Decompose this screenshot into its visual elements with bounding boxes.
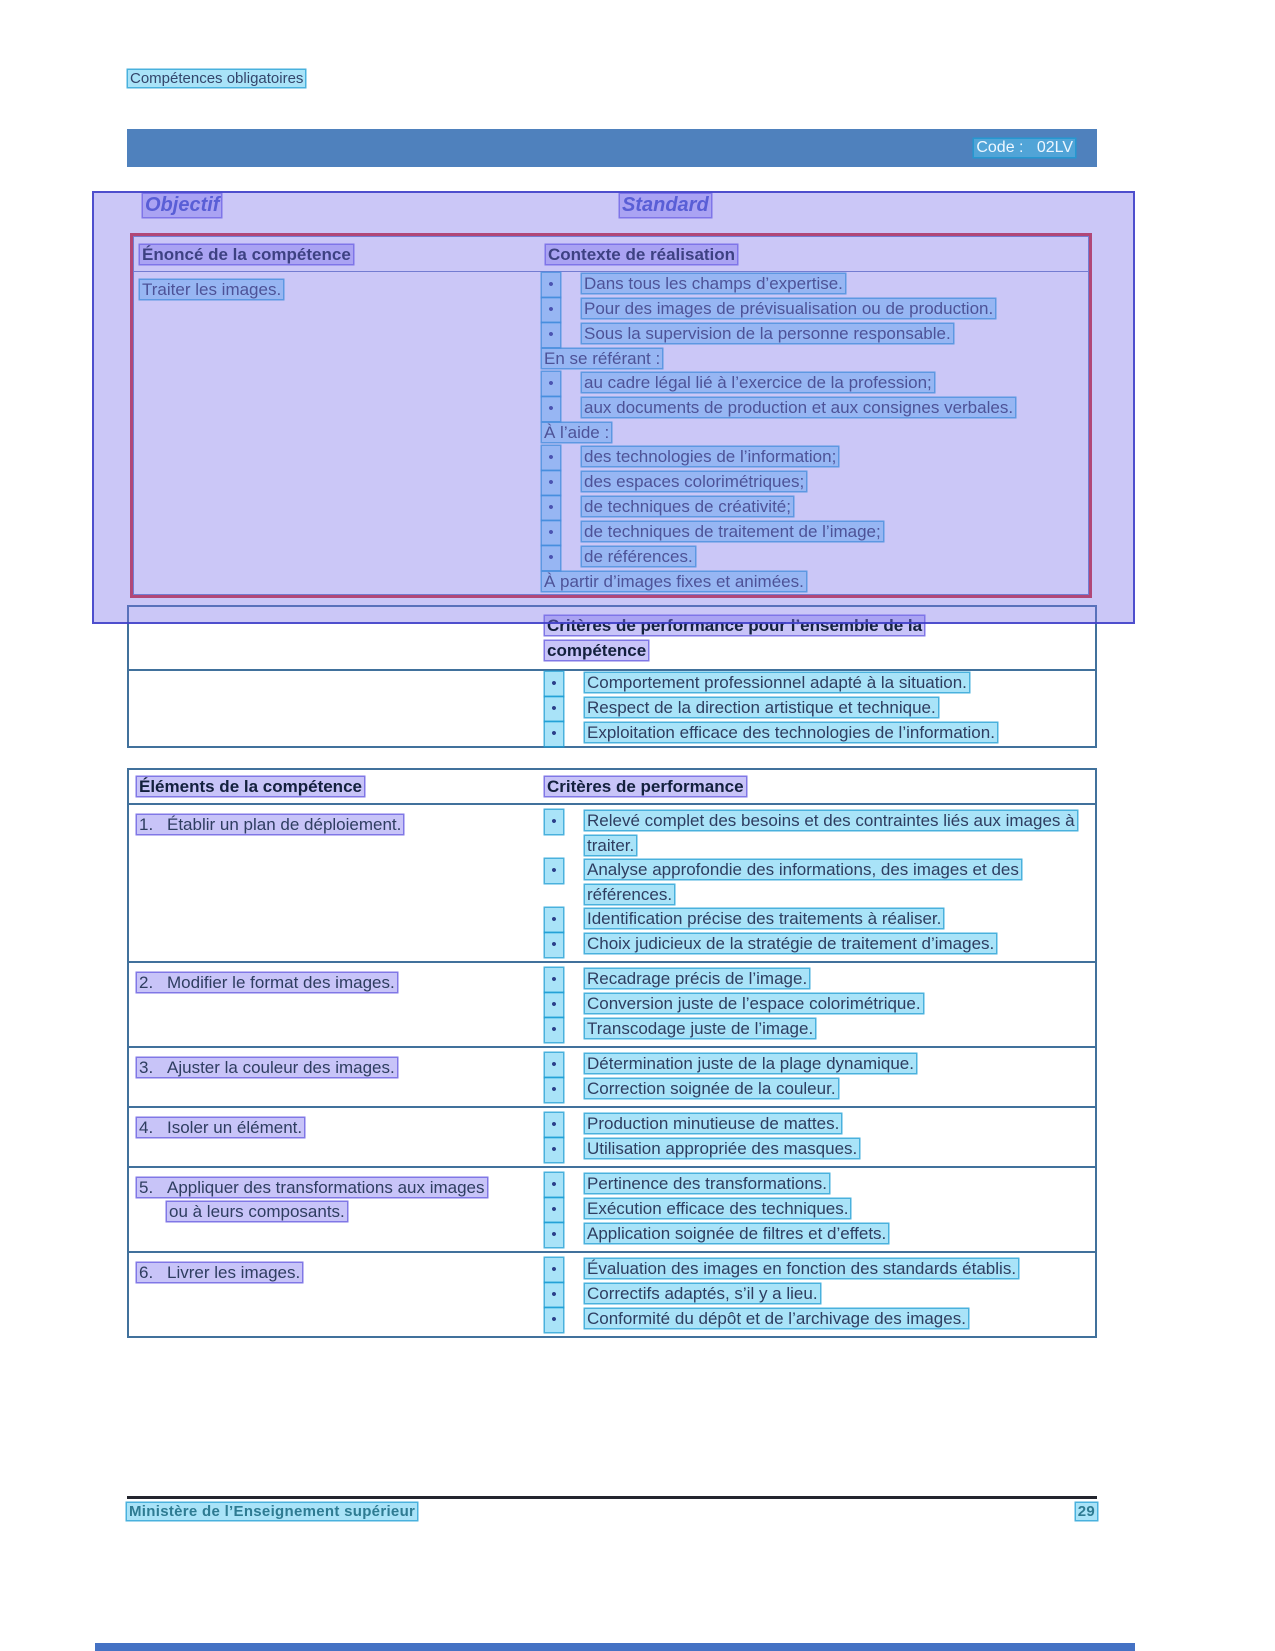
criteria-text: Évaluation des images en fonction des standards établis. — [587, 1259, 1017, 1278]
bullet-icon: • — [545, 697, 563, 721]
empty-cell — [129, 607, 541, 669]
element-number: 5. — [139, 1178, 154, 1197]
bullet-icon: • — [542, 471, 560, 495]
criteria-text: Comportement professionnel adapté à la situation. — [587, 673, 967, 692]
enonce-header: Énoncé de la compétence — [142, 245, 351, 264]
criteria-line — [545, 907, 1095, 932]
bullet-icon: • — [542, 546, 560, 570]
element-label-cell — [129, 963, 541, 1046]
element-row-6 — [129, 1251, 1095, 1336]
page-number: 29 — [1077, 1503, 1095, 1520]
criteres-ensemble-table — [127, 605, 1097, 748]
criteria-lines — [541, 805, 1095, 961]
element-number: 2. — [139, 973, 154, 992]
bullet-icon: • — [545, 1173, 563, 1197]
context-text: À l’aide : — [544, 423, 610, 442]
bullet-icon: • — [545, 993, 563, 1017]
bullet-icon: • — [545, 1078, 563, 1102]
criteria-line — [545, 1197, 1095, 1222]
criteria-text: Production minutieuse de mattes. — [587, 1114, 840, 1133]
element-highlight — [137, 973, 397, 992]
bullet-icon: • — [545, 859, 563, 883]
criteria-line — [545, 992, 1095, 1017]
context-text: Dans tous les champs d’expertise. — [584, 274, 843, 293]
context-text: au cadre légal lié à l’exercice de la profession; — [584, 373, 932, 392]
criteria-lines — [541, 963, 1095, 1046]
context-text: de références. — [584, 547, 693, 566]
criteria-text: Recadrage précis de l’image. — [587, 969, 808, 988]
criteria-text: Transcodage juste de l’image. — [587, 1019, 814, 1038]
context-text: Sous la supervision de la personne responsable. — [584, 324, 951, 343]
criteria-lines — [541, 1048, 1095, 1106]
element-highlight — [137, 815, 403, 834]
criteria-line — [545, 696, 1095, 721]
context-line — [542, 371, 1088, 396]
element-label — [137, 1116, 502, 1140]
criteres-header: Critères de performance — [547, 777, 744, 796]
context-text: Pour des images de prévisualisation ou de production. — [584, 299, 994, 318]
criteria-text: Détermination juste de la plage dynamique. — [587, 1054, 914, 1073]
criteria-text: Identification précise des traitements à réaliser. — [587, 909, 942, 928]
bullet-icon: • — [542, 446, 560, 470]
context-line — [542, 495, 1088, 520]
bullet-icon: • — [545, 722, 563, 746]
context-line — [542, 470, 1088, 495]
bullet-icon: • — [545, 1053, 563, 1077]
context-line — [542, 421, 1088, 445]
context-line — [542, 272, 1088, 297]
criteria-line — [545, 671, 1095, 696]
criteres-ensemble-header-line2: compétence — [547, 641, 647, 660]
element-label-cell — [129, 805, 541, 961]
enonce-header-cell — [134, 237, 542, 271]
element-text: Livrer les images. — [167, 1263, 301, 1282]
criteres-ensemble-header-line1: Critères de performance pour l’ensemble de la — [547, 616, 923, 635]
competence-statement-cell — [134, 272, 542, 594]
criteria-line — [545, 1307, 1095, 1332]
element-text: Isoler un élément. — [167, 1118, 303, 1137]
context-line — [542, 520, 1088, 545]
bullet-icon: • — [545, 1113, 563, 1137]
empty-cell — [129, 671, 541, 746]
bullet-icon: • — [542, 372, 560, 396]
enonce-table-header-row — [134, 237, 1088, 272]
criteria-line — [545, 1257, 1095, 1282]
criteria-line — [545, 1052, 1095, 1077]
element-label — [137, 1176, 502, 1224]
doc-category-label: Compétences obligatoires — [130, 70, 304, 87]
element-text: Ajuster la couleur des images. — [167, 1058, 395, 1077]
element-highlight — [137, 1118, 304, 1137]
bullet-icon: • — [545, 672, 563, 696]
element-number: 3. — [139, 1058, 154, 1077]
footer-ministry-label: Ministère de l’Enseignement supérieur — [129, 1503, 416, 1520]
element-label — [137, 813, 502, 837]
standard-heading: Standard — [622, 194, 709, 216]
bullet-icon: • — [545, 810, 563, 834]
criteria-line — [545, 1172, 1095, 1197]
criteria-line — [545, 1222, 1095, 1247]
context-line — [542, 347, 1088, 371]
enonce-table-body-row — [134, 272, 1088, 594]
elements-header-cell — [129, 770, 541, 803]
element-row-2 — [129, 961, 1095, 1046]
element-highlight — [137, 1263, 302, 1282]
contexte-header: Contexte de réalisation — [548, 245, 736, 264]
bullet-icon: • — [542, 496, 560, 520]
criteres-ensemble-header-row — [129, 607, 1095, 671]
element-label — [137, 1056, 502, 1080]
element-row-5 — [129, 1166, 1095, 1251]
context-text: À partir d’images fixes et animées. — [544, 572, 804, 591]
element-highlight — [137, 1178, 487, 1221]
criteres-ensemble-body-row — [129, 671, 1095, 746]
criteria-line — [545, 1137, 1095, 1162]
code-label: Code : 02LV — [976, 139, 1073, 156]
criteria-text: Utilisation appropriée des masques. — [587, 1139, 858, 1158]
element-number: 4. — [139, 1118, 154, 1137]
bullet-icon: • — [542, 273, 560, 297]
enonce-contexte-table — [130, 233, 1092, 598]
criteria-line — [545, 967, 1095, 992]
bullet-icon: • — [545, 933, 563, 957]
criteria-lines — [541, 1253, 1095, 1336]
element-highlight — [137, 1058, 397, 1077]
bullet-icon: • — [545, 1198, 563, 1222]
criteria-line — [545, 1017, 1095, 1042]
bullet-icon: • — [545, 1258, 563, 1282]
criteria-line — [545, 1112, 1095, 1137]
criteres-header-cell — [541, 770, 1095, 803]
criteria-line — [545, 721, 1095, 746]
elements-header: Éléments de la compétence — [139, 777, 362, 796]
criteria-line — [545, 932, 1095, 957]
criteria-text: Exploitation efficace des technologies de l’information. — [587, 723, 995, 742]
element-label — [137, 971, 502, 995]
element-label-cell — [129, 1168, 541, 1251]
element-label-cell — [129, 1048, 541, 1106]
criteria-text: Analyse approfondie des informations, des images et des références. — [587, 860, 1019, 904]
context-text: de techniques de traitement de l’image; — [584, 522, 881, 541]
bullet-icon: • — [542, 298, 560, 322]
criteria-text: Application soignée de filtres et d’effets. — [587, 1224, 887, 1243]
element-row-1 — [129, 803, 1095, 961]
criteria-text: Choix judicieux de la stratégie de traitement d’images. — [587, 934, 995, 953]
element-text: Établir un plan de déploiement. — [167, 815, 402, 834]
criteria-line — [545, 1077, 1095, 1102]
criteria-text: Conformité du dépôt et de l’archivage des images. — [587, 1309, 966, 1328]
bullet-icon: • — [542, 397, 560, 421]
criteria-text: Correctifs adaptés, s’il y a lieu. — [587, 1284, 818, 1303]
element-label-cell — [129, 1108, 541, 1166]
context-line — [542, 322, 1088, 347]
context-text: des technologies de l’information; — [584, 447, 837, 466]
element-row-3 — [129, 1046, 1095, 1106]
competence-statement: Traiter les images. — [142, 280, 282, 299]
element-number: 1. — [139, 815, 154, 834]
element-text: Modifier le format des images. — [167, 973, 395, 992]
elements-table-header-row — [129, 770, 1095, 803]
contexte-lines — [542, 272, 1088, 594]
context-line — [542, 570, 1088, 594]
criteria-text: Respect de la direction artistique et technique. — [587, 698, 936, 717]
criteres-ensemble-header-cell — [541, 607, 1095, 669]
element-number: 6. — [139, 1263, 154, 1282]
footer-divider — [127, 1496, 1097, 1499]
criteria-line — [545, 858, 1095, 907]
element-label — [137, 1261, 502, 1285]
bottom-edge-bar — [95, 1643, 1135, 1651]
criteria-text: Exécution efficace des techniques. — [587, 1199, 849, 1218]
bullet-icon: • — [545, 968, 563, 992]
criteria-line — [545, 809, 1095, 858]
code-header-bar — [127, 129, 1097, 167]
criteria-text: Conversion juste de l’espace colorimétrique. — [587, 994, 921, 1013]
bullet-icon: • — [545, 1138, 563, 1162]
bullet-icon: • — [545, 1308, 563, 1332]
page-footer — [127, 1503, 1097, 1520]
criteria-text: Pertinence des transformations. — [587, 1174, 828, 1193]
context-text: des espaces colorimétriques; — [584, 472, 805, 491]
context-text: aux documents de production et aux consignes verbales. — [584, 398, 1014, 417]
context-line — [542, 545, 1088, 570]
context-text: de techniques de créativité; — [584, 497, 791, 516]
criteria-line — [545, 1282, 1095, 1307]
bullet-icon: • — [545, 1283, 563, 1307]
criteria-lines — [541, 1168, 1095, 1251]
bullet-icon: • — [542, 323, 560, 347]
bullet-icon: • — [542, 521, 560, 545]
context-line — [542, 297, 1088, 322]
criteria-text: Relevé complet des besoins et des contraintes liés aux images à traiter. — [587, 811, 1075, 855]
element-label-cell — [129, 1253, 541, 1336]
criteres-ensemble-lines — [541, 671, 1095, 746]
context-line — [542, 396, 1088, 421]
criteria-text: Correction soignée de la couleur. — [587, 1079, 836, 1098]
element-row-4 — [129, 1106, 1095, 1166]
objectif-heading: Objectif — [145, 194, 220, 216]
criteria-lines — [541, 1108, 1095, 1166]
context-text: En se référant : — [544, 349, 661, 368]
elements-criteres-table — [127, 768, 1097, 1338]
bullet-icon: • — [545, 908, 563, 932]
context-line — [542, 445, 1088, 470]
bullet-icon: • — [545, 1223, 563, 1247]
contexte-header-cell — [542, 237, 1088, 271]
element-text: Appliquer des transformations aux images ou à leurs composants. — [167, 1178, 485, 1221]
bullet-icon: • — [545, 1018, 563, 1042]
